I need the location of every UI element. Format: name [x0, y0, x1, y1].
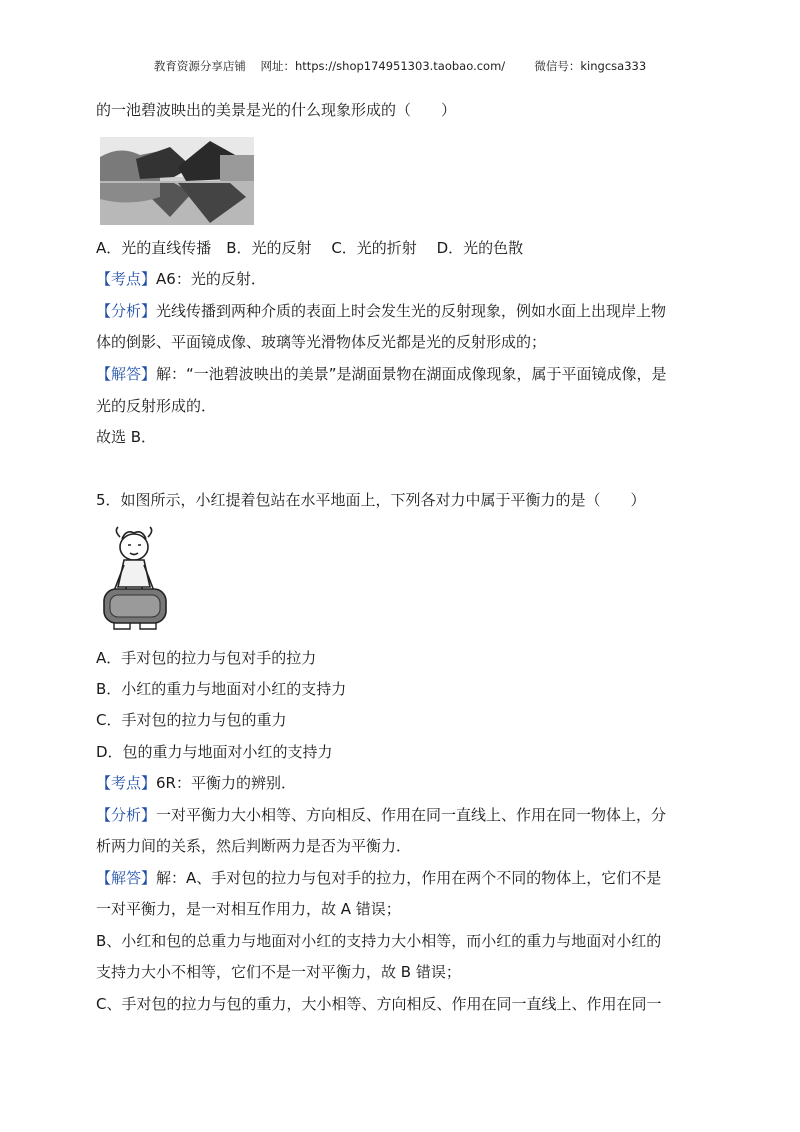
q5-option-c: C．手对包的拉力与包的重力 [96, 711, 287, 729]
q5-option-b: B．小红的重力与地面对小红的支持力 [96, 680, 347, 698]
kaodian-tag: 【考点】 [96, 774, 157, 792]
jieda-text: 解：“一池碧波映出的美景”是湖面景物在湖面成像现象，属于平面镜成像，是 [156, 365, 667, 383]
jieda-text: 解：A、手对包的拉力与包对手的拉力，作用在两个不同的物体上，它们不是 [156, 869, 662, 887]
q4-stem: 的一池碧波映出的美景是光的什么现象形成的（ ） [96, 101, 457, 119]
q5-fenxi-cont: 析两力间的关系，然后判断两力是否为平衡力． [96, 837, 412, 855]
q5-stem: 5．如图所示，小红提着包站在水平地面上，下列各对力中属于平衡力的是（ ） [96, 491, 646, 509]
q5-jieda-line3: B、小红和包的总重力与地面对小红的支持力大小相等，而小红的重力与地面对小红的 [96, 932, 662, 950]
kaodian-text: 6R：平衡力的辨别． [156, 774, 296, 792]
q5-kaodian [96, 773, 716, 793]
q4-jieda [96, 364, 716, 384]
kaodian-tag: 【考点】 [96, 270, 157, 288]
kaodian-text: A6：光的反射． [156, 270, 266, 288]
q5-jieda-line5: C、手对包的拉力与包的重力，大小相等、方向相反、作用在同一直线上、作用在同一 [96, 995, 662, 1013]
q4-kaodian [96, 269, 716, 289]
q5-jieda [96, 868, 716, 888]
q4-answer: 故选 B． [96, 428, 157, 446]
fenxi-tag: 【分析】 [96, 302, 157, 320]
q5-fenxi [96, 805, 716, 825]
q5-jieda-line2: 一对平衡力，是一对相互作用力，故 A 错误； [96, 900, 401, 918]
q5-option-d: D．包的重力与地面对小红的支持力 [96, 743, 333, 761]
girl-with-bag-figure [100, 525, 170, 635]
q5-option-a: A．手对包的拉力与包对手的拉力 [96, 649, 317, 667]
page-header: 教育资源分享店铺 网址：https://shop174951303.taobao.com/ 微信号：kingcsa333 [153, 59, 647, 73]
fenxi-text: 一对平衡力大小相等、方向相反、作用在同一直线上、作用在同一物体上，分 [156, 806, 667, 824]
jieda-tag: 【解答】 [96, 365, 157, 383]
fenxi-text: 光线传播到两种介质的表面上时会发生光的反射现象，例如水面上出现岸上物 [156, 302, 667, 320]
jieda-tag: 【解答】 [96, 869, 157, 887]
q4-fenxi-cont: 体的倒影、平面镜成像、玻璃等光滑物体反光都是光的反射形成的； [96, 333, 547, 351]
q5-jieda-line4: 支持力大小不相等，它们不是一对平衡力，故 B 错误； [96, 963, 461, 981]
fenxi-tag: 【分析】 [96, 806, 157, 824]
q4-fenxi [96, 301, 716, 321]
q4-options: A．光的直线传播 B．光的反射 C．光的折射 D．光的色散 [96, 239, 524, 257]
q4-jieda-cont: 光的反射形成的． [96, 397, 217, 415]
lake-building-photo [100, 137, 254, 225]
